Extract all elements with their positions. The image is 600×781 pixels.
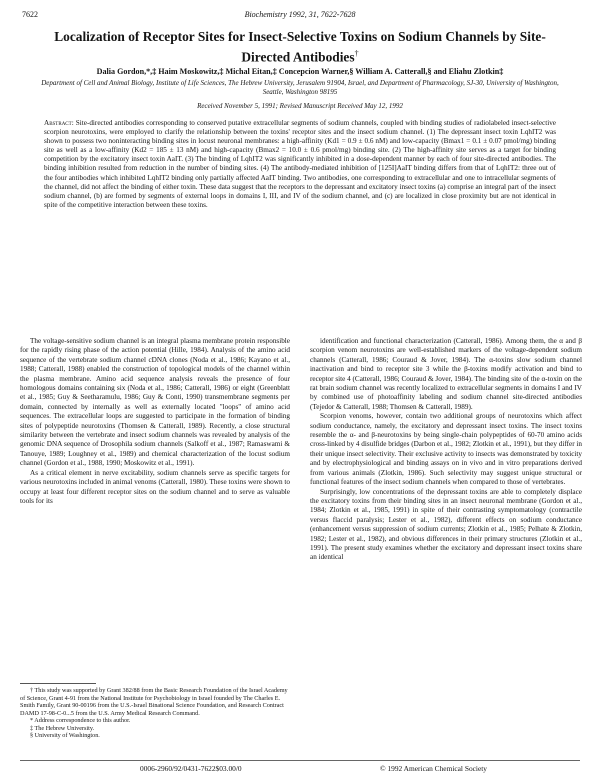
abstract-label: Abstract:: [44, 119, 74, 127]
journal-citation: Biochemistry 1992, 31, 7622-7628: [244, 10, 356, 19]
issn-code: 0006-2960/92/0431-7622$03.00/0: [140, 764, 242, 773]
footnote-divider: [20, 683, 96, 684]
footnote-affiliation-hebrew: ‡ The Hebrew University.: [30, 724, 95, 732]
footer-divider: [20, 760, 580, 761]
footnote-correspondence: * Address correspondence to this author.: [30, 717, 131, 724]
body-paragraph: As a critical element in nerve excitability, sodium channels serve as specific targets for various neurotoxins included in animal venoms (Catterall, 1980). These toxins were shown to occupy at least four different receptor sites on the sodium channel and to serve as valuable tools for its: [20, 468, 290, 505]
running-header: [22, 10, 578, 22]
footnotes: [20, 687, 290, 740]
title-text: Localization of Receptor Sites for Insect-Selective Toxins on Sodium Channels by Site-Directed Antibodies: [54, 29, 546, 65]
affiliation: Department of Cell and Animal Biology, Institute of Life Sciences, The Hebrew University, Jerusalem 91904, Israel, and Department of Pharmacology, SJ-30, University of Washington, Seattle, Washington 98195: [41, 79, 559, 96]
article-title: [40, 28, 560, 65]
title-footnote-mark: †: [354, 49, 359, 58]
left-column: [20, 337, 290, 506]
page-footer: [20, 764, 580, 774]
body-paragraph: identification and functional characterization (Catterall, 1986). Among them, the α and β scorpion venom neurotoxins are well-established markers of the voltage-dependent sodium channels (Catterall, 1986; Couraud & Jover, 1984). The α-toxins slow sodium channel inactivation and bind to receptor site 3 while the β-toxins modify activation and bind to receptor site 4 (Catterall, 1986; Couraud & Jover, 1984). The binding site of the α-toxin on the rat brain sodium channel was recently localized to extracellular segments in domains I and IV by combined use of photoaffinity labeling and sodium channel site-directed antibodies (Tejedor & Catterall, 1988; Thomsen & Catterall, 1989).: [310, 337, 582, 411]
footnote-funding: † This study was supported by Grant 382/88 from the Basic Research Foundation of the Israel Academy of Science, Grant 4-91 from the National Institute for Psychobiology in Israel founded by The Charles E. Smith Family, Grant 90-00196 from the U.S.-Israel Binational Science Foundation, and Research Contract DAMD 17-98-C-0...5 from the U.S. Army Medical Research Command.: [20, 687, 288, 717]
footnote-affiliation-washington: § University of Washington.: [30, 732, 100, 739]
body-paragraph: The voltage-sensitive sodium channel is an integral plasma membrane protein responsible for the rapidly rising phase of the action potential (Hille, 1984). Analysis of the amino acid sequence of the vertebrate sodium channel cDNA clones (Noda et al., 1986; Kayano et al., 1988; Catterall, 1988) enabled the construction of topological models of the channel within the plasma membrane. Amino acid sequence analysis reveals the presence of four homologous domains containing six (Noda et al., 1986; Catterall, 1986) or eight (Greenblatt et al., 1985; Guy & Seetharamulu, 1986; Guy & Conti, 1990) transmembrane segments per domain, connected by internally as well as externally located "loops" of amino acid sequences. The extracellular loops are suggested to participate in the formation of binding sites of polypeptide neurotoxins (Thomsen & Catterall, 1989). Recently, a close structural similarity between the vertebrate and insect sodium channels was revealed by analysis of the genomic DNA sequence of Drosophila sodium channels (Salkoff et al., 1987; Ramaswami & Tanouye, 1989; Loughney et al., 1989) and chemical characterization of the locust sodium channel (Gordon et al., 1988, 1990; Moskowitz et al., 1991).: [20, 337, 290, 468]
copyright-notice: © 1992 American Chemical Society: [380, 764, 488, 773]
received-dates: Received November 5, 1991; Revised Manuscript Received May 12, 1992: [197, 102, 403, 110]
abstract-text: Site-directed antibodies corresponding to conserved putative extracellular segments of sodium channels, coupled with binding studies of radiolabeled insect-selective scorpion neurotoxins, were employed to clarify the relationship between the toxins' receptor sites and the insect sodium channel. (1) The depressant insect toxin LqhIT2 was shown to possess two noninteracting binding sites in locust neuronal membranes: a high-affinity (Kd1 = 0.9 ± 0.6 nM) and low-capacity (Bmax1 = 0.1 ± 0.07 pmol/mg) binding site as well as a low-affinity (Kd2 = 185 ± 13 nM) and high-capacity (Bmax2 = 10.0 ± 0.6 pmol/mg) binding site. (2) The high-affinity site serves as a target for binding competition by the excitatory insect toxin AaIT. (3) The binding of LqhIT2 was significantly inhibited in a dose-dependent manner by each of four site-directed antibodies. The binding inhibition resulted from reduction in the number of binding sites. (4) The antibody-mediated inhibition of [125I]AaIT binding differs from that of LqhIT2: three out of the four antibodies which inhibited LqhIT2 binding only partially affected AaIT binding. Two antibodies, one corresponding to extracellular and one to intracellular segments of the channel, did not affect the binding of either toxin. These data suggest that the receptors to the depressant and excitatory insect toxins (a) comprise an integral part of the insect sodium channel, (b) are formed by segments of external loops in domains I, III, and IV of the sodium channel, and (c) are localized in close proximity but are not identical in spite of the competitive interaction between these toxins.: [44, 119, 556, 209]
body-paragraph: Scorpion venoms, however, contain two additional groups of neurotoxins which affect sodium conductance, namely, the excitatory and depressant insect toxins. The insect toxins resemble the α- and β-neurotoxins by being single-chain polypeptides of 60-70 amino acids cross-linked by 4 disulfide bridges (Darbon et al., 1982; Zlotkin et al., 1991), but they differ in their unique insect selectivity. Their exclusive activity to insects was demonstrated by toxicity and by electrophysiological and binding assays on in vivo and in vitro preparations derived from various animals (Zlotkin, 1986). Such selectivity may suggest unique structural or functional features of the insect sodium channels when compared to those of vertebrates.: [310, 412, 582, 487]
page-number: 7622: [22, 10, 38, 19]
body-paragraph: Surprisingly, low concentrations of the depressant toxins are able to completely displace the excitatory toxins from their binding sites in an insect neuronal membrane (Gordon et al., 1984; Zlotkin et al., 1985, 1991) in spite of their contrasting symptomatology (contractile versus flaccid paralysis; Lester et al., 1982), different effects on sodium conductance (enhancement versus suppression of sodium currents; Zlotkin et al., 1985; Pelhate & Zlotkin, 1982; Lester et al., 1982), and obvious differences in their primary structures (Zlotkin et al., 1991). The present study examines whether the excitatory and depressant insect toxins share an identical: [310, 487, 582, 562]
right-column: [310, 337, 582, 563]
author-list: Dalia Gordon,*,‡ Haim Moskowitz,‡ Michal Eitan,‡ Concepcion Warner,§ William A. Catterall,§ and Eliahu Zlotkin‡: [96, 67, 504, 76]
abstract: [44, 119, 556, 210]
